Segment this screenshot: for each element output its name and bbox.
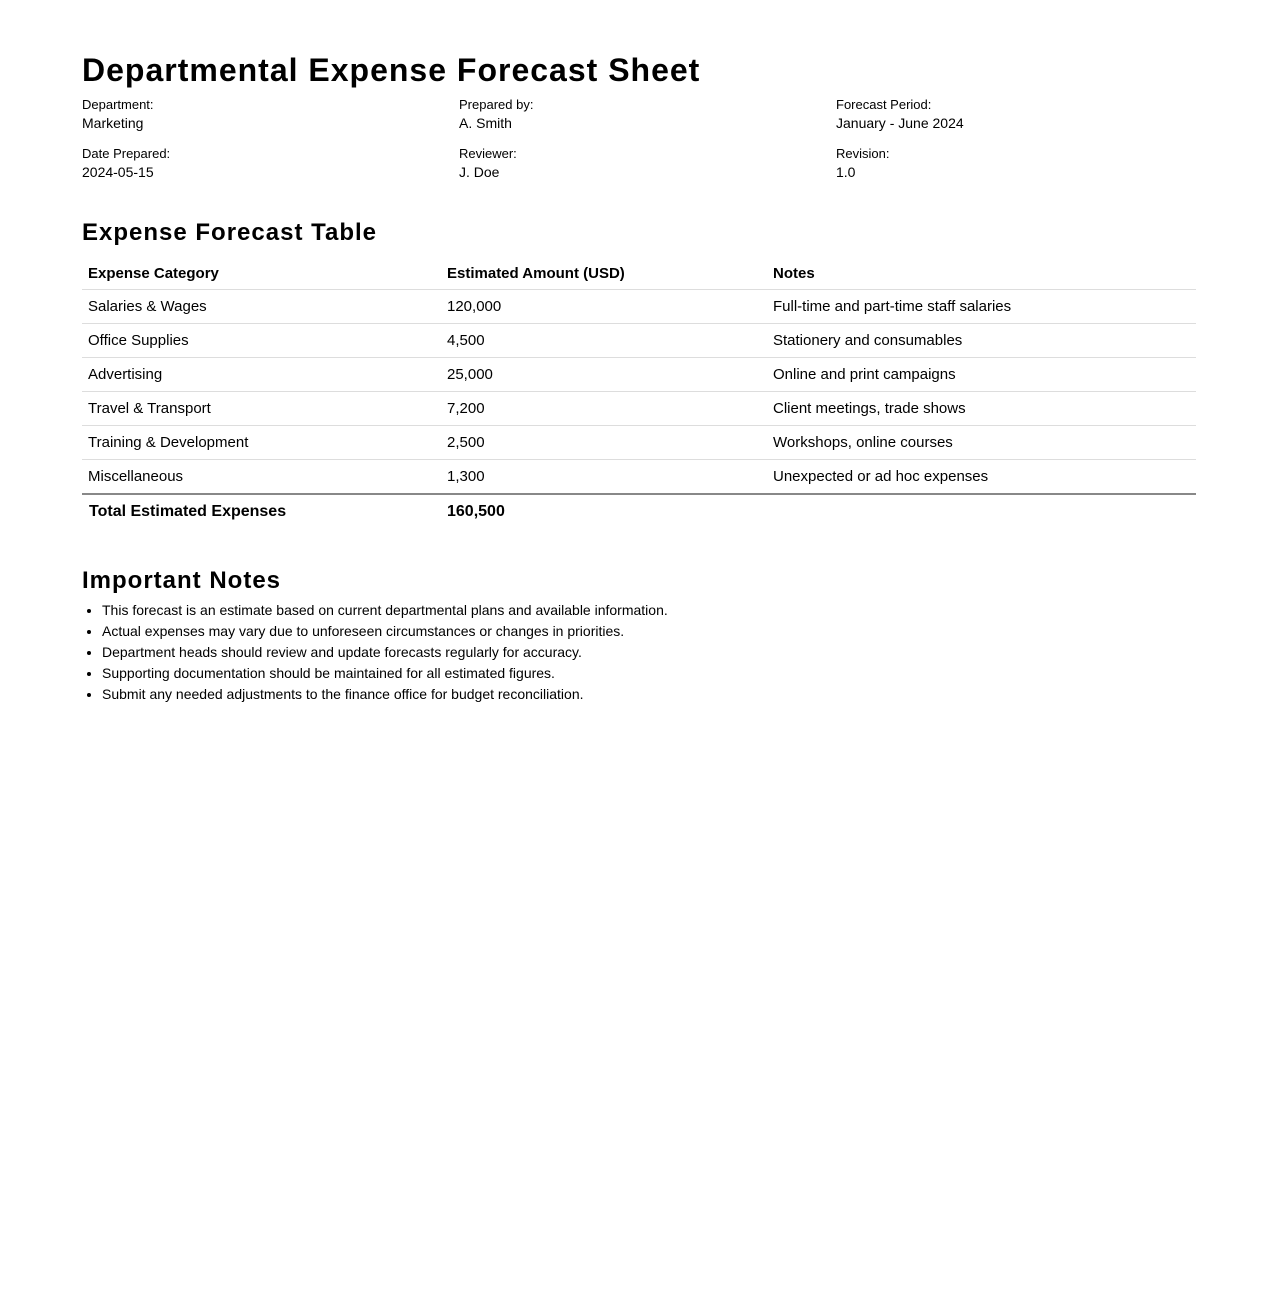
expense-table-title: Expense Forecast Table <box>82 219 377 246</box>
cell-category: Miscellaneous <box>82 460 441 495</box>
page-title: Departmental Expense Forecast Sheet <box>82 52 701 88</box>
list-item: • This forecast is an estimate based on current departmental plans and available information. <box>102 600 1196 621</box>
meta-value: January - June 2024 <box>836 115 964 131</box>
cell-notes: Unexpected or ad hoc expenses <box>767 460 1196 495</box>
cell-amount: 2,500 <box>441 426 767 460</box>
cell-amount: 4,500 <box>441 324 767 358</box>
cell-category: Training & Development <box>82 426 441 460</box>
meta-date-prepared <box>82 146 459 195</box>
cell-notes: Stationery and consumables <box>767 324 1196 358</box>
table-row <box>82 460 1196 495</box>
cell-notes: Client meetings, trade shows <box>767 392 1196 426</box>
list-item: • Department heads should review and update forecasts regularly for accuracy. <box>102 642 1196 663</box>
header-notes: Notes <box>767 257 1196 290</box>
meta-label: Reviewer: <box>459 146 517 161</box>
table-row <box>82 290 1196 324</box>
cell-category: Advertising <box>82 358 441 392</box>
meta-reviewer <box>459 146 836 195</box>
list-item: • Submit any needed adjustments to the finance office for budget reconciliation. <box>102 684 1196 705</box>
table-row <box>82 426 1196 460</box>
total-value: 160,500 <box>447 503 505 520</box>
cell-amount: 1,300 <box>441 460 767 495</box>
header-expense-category: Expense Category <box>82 257 441 290</box>
list-item: • Actual expenses may vary due to unforeseen circumstances or changes in priorities. <box>102 621 1196 642</box>
meta-revision <box>836 146 1196 195</box>
cell-notes: Workshops, online courses <box>767 426 1196 460</box>
important-notes-list <box>82 600 1196 705</box>
list-item: • Supporting documentation should be maintained for all estimated figures. <box>102 663 1196 684</box>
cell-notes: Full-time and part-time staff salaries <box>767 290 1196 324</box>
important-notes-title: Important Notes <box>82 567 282 594</box>
total-label: Total Estimated Expenses <box>89 503 287 520</box>
meta-label: Forecast Period: <box>836 97 932 112</box>
meta-department <box>82 97 459 146</box>
meta-label: Revision: <box>836 146 890 161</box>
cell-amount: 120,000 <box>441 290 767 324</box>
forecast-sheet <box>82 0 1196 705</box>
meta-label: Department: <box>82 97 154 112</box>
table-header-row <box>82 257 1196 290</box>
cell-notes: Online and print campaigns <box>767 358 1196 392</box>
total-row <box>82 494 1196 529</box>
meta-info-grid <box>82 97 1196 195</box>
cell-amount: 7,200 <box>441 392 767 426</box>
cell-category: Travel & Transport <box>82 392 441 426</box>
meta-value: J. Doe <box>459 164 500 180</box>
meta-forecast-period <box>836 97 1196 146</box>
meta-value: 2024-05-15 <box>82 164 154 180</box>
meta-value: Marketing <box>82 115 144 131</box>
meta-label: Date Prepared: <box>82 146 171 161</box>
meta-value: 1.0 <box>836 164 856 180</box>
cell-category: Salaries & Wages <box>82 290 441 324</box>
total-empty-cell <box>767 494 1196 529</box>
cell-category: Office Supplies <box>82 324 441 358</box>
meta-prepared-by <box>459 97 836 146</box>
meta-label: Prepared by: <box>459 97 534 112</box>
table-row <box>82 392 1196 426</box>
expense-forecast-table <box>82 257 1196 529</box>
meta-value: A. Smith <box>459 115 512 131</box>
table-row <box>82 324 1196 358</box>
header-estimated-amount: Estimated Amount (USD) <box>441 257 767 290</box>
table-row <box>82 358 1196 392</box>
cell-amount: 25,000 <box>441 358 767 392</box>
